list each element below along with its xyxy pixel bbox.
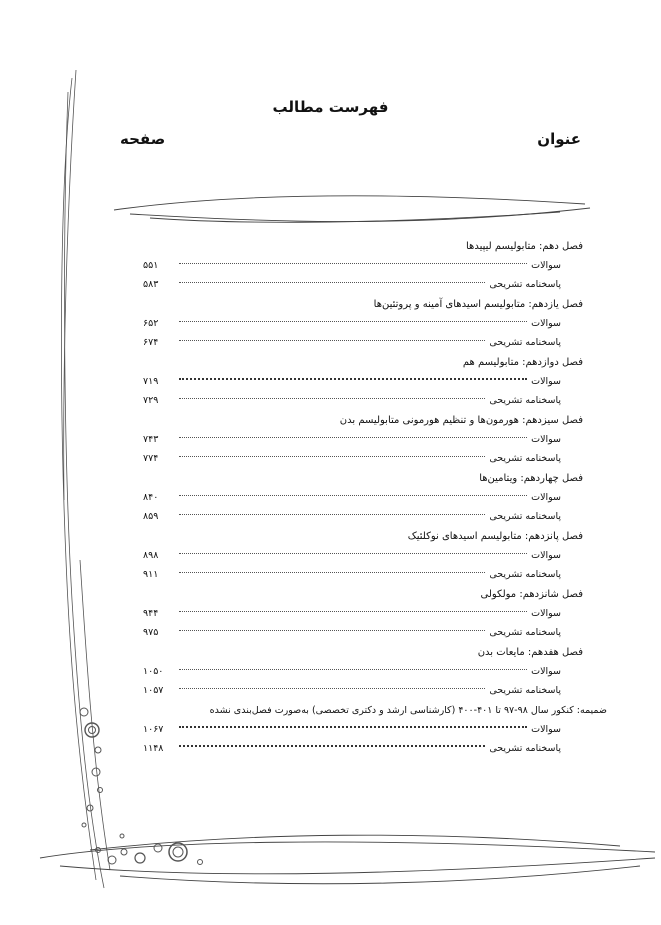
toc-entry[interactable] — [143, 681, 561, 700]
toc-entry[interactable] — [143, 565, 561, 584]
entry-label: پاسخنامه تشریحی — [489, 627, 561, 638]
leader-dots — [179, 321, 527, 322]
chapter-title: فصل دوازدهم: متابولیسم هم — [462, 357, 583, 368]
page-number: ۵۸۳ — [143, 279, 159, 290]
leader-dots — [179, 514, 485, 515]
toc-entry[interactable] — [143, 372, 561, 391]
chapter-title: فصل شانزدهم: مولکولی — [480, 589, 583, 600]
column-page-heading: صفحه — [120, 130, 166, 148]
toc-entry[interactable] — [143, 720, 561, 739]
leader-dots — [179, 688, 485, 689]
entry-label: پاسخنامه تشریحی — [489, 395, 561, 406]
page-number: ۶۷۴ — [143, 337, 159, 348]
entry-label: پاسخنامه تشریحی — [489, 279, 561, 290]
leader-dots — [179, 726, 527, 728]
table-of-contents — [143, 236, 607, 758]
column-title-heading: عنوان — [537, 130, 581, 148]
chapter-title: فصل یازدهم: متابولیسم اسیدهای آمینه و پروتئین‌ها — [373, 299, 583, 310]
toc-entry[interactable] — [143, 488, 561, 507]
chapter-title: فصل پانزدهم: متابولیسم اسیدهای نوکلئیک — [407, 531, 583, 542]
leader-dots — [179, 263, 527, 264]
page-number: ۷۲۹ — [143, 395, 159, 406]
page-number: ۹۱۱ — [143, 569, 159, 580]
header-divider-swoosh — [114, 196, 590, 223]
leader-dots — [179, 378, 527, 380]
leader-dots — [179, 282, 485, 283]
toc-entry[interactable] — [143, 391, 561, 410]
entry-label: سوالات — [531, 550, 561, 561]
entry-label: سوالات — [531, 434, 561, 445]
page-number: ۱۰۵۷ — [143, 685, 164, 696]
entry-label: سوالات — [531, 724, 561, 735]
leader-dots — [179, 669, 527, 670]
leader-dots — [179, 630, 485, 631]
page-number: ۹۴۴ — [143, 608, 159, 619]
toc-entry[interactable] — [143, 739, 561, 758]
chapter-title: فصل دهم: متابولیسم لیپیدها — [466, 241, 583, 252]
entry-label: پاسخنامه تشریحی — [489, 511, 561, 522]
toc-entry[interactable] — [143, 449, 561, 468]
toc-entry[interactable] — [143, 430, 561, 449]
entry-label: سوالات — [531, 318, 561, 329]
entry-label: سوالات — [531, 492, 561, 503]
entry-label: سوالات — [531, 666, 561, 677]
page-number: ۱۰۶۷ — [143, 724, 164, 735]
page-number: ۸۴۰ — [143, 492, 159, 503]
page-number: ۷۴۳ — [143, 434, 159, 445]
toc-entry[interactable] — [143, 314, 561, 333]
leader-dots — [179, 572, 485, 573]
entry-label: سوالات — [531, 260, 561, 271]
toc-entry[interactable] — [143, 333, 561, 352]
leader-dots — [179, 398, 485, 399]
page-number: ۶۵۲ — [143, 318, 159, 329]
entry-label: پاسخنامه تشریحی — [489, 453, 561, 464]
leader-dots — [179, 437, 527, 438]
chapter-title: فصل چهاردهم: ویتامین‌ها — [479, 473, 583, 484]
entry-label: پاسخنامه تشریحی — [489, 743, 561, 754]
page-number: ۱۱۴۸ — [143, 743, 164, 754]
entry-label: پاسخنامه تشریحی — [489, 685, 561, 696]
leader-dots — [179, 553, 527, 554]
page-number: ۷۱۹ — [143, 376, 159, 387]
toc-entry[interactable] — [143, 662, 561, 681]
toc-entry[interactable] — [143, 275, 561, 294]
leader-dots — [179, 495, 527, 496]
leader-dots — [179, 340, 485, 341]
chapter-title: فصل سیزدهم: هورمون‌ها و تنظیم هورمونی متابولیسم بدن — [339, 415, 583, 426]
page-number: ۷۷۴ — [143, 453, 159, 464]
page-title: فهرست مطالب — [272, 98, 389, 116]
toc-entry[interactable] — [143, 256, 561, 275]
entry-label: پاسخنامه تشریحی — [489, 337, 561, 348]
page-number: ۱۰۵۰ — [143, 666, 164, 677]
leader-dots — [179, 456, 485, 457]
chapter-title: فصل هفدهم: مایعات بدن — [477, 647, 583, 658]
left-swoosh-lines — [61, 70, 110, 888]
toc-entry[interactable] — [143, 546, 561, 565]
toc-entry[interactable] — [143, 507, 561, 526]
entry-label: سوالات — [531, 376, 561, 387]
page-number: ۸۹۸ — [143, 550, 159, 561]
appendix-title: ضمیمه: کنکور سال ۹۸-۹۷ تا ۴۰۱-۴۰۰ (کارشناسی ارشد و دکتری تخصصی) به‌صورت فصل‌بندی نشده — [209, 705, 607, 716]
toc-entry[interactable] — [143, 604, 561, 623]
leader-dots — [179, 611, 527, 612]
leader-dots — [179, 745, 485, 747]
page-number: ۵۵۱ — [143, 260, 159, 271]
toc-entry[interactable] — [143, 623, 561, 642]
entry-label: پاسخنامه تشریحی — [489, 569, 561, 580]
page-number: ۸۵۹ — [143, 511, 159, 522]
footer-swoosh — [40, 835, 655, 884]
entry-label: سوالات — [531, 608, 561, 619]
page-number: ۹۷۵ — [143, 627, 159, 638]
